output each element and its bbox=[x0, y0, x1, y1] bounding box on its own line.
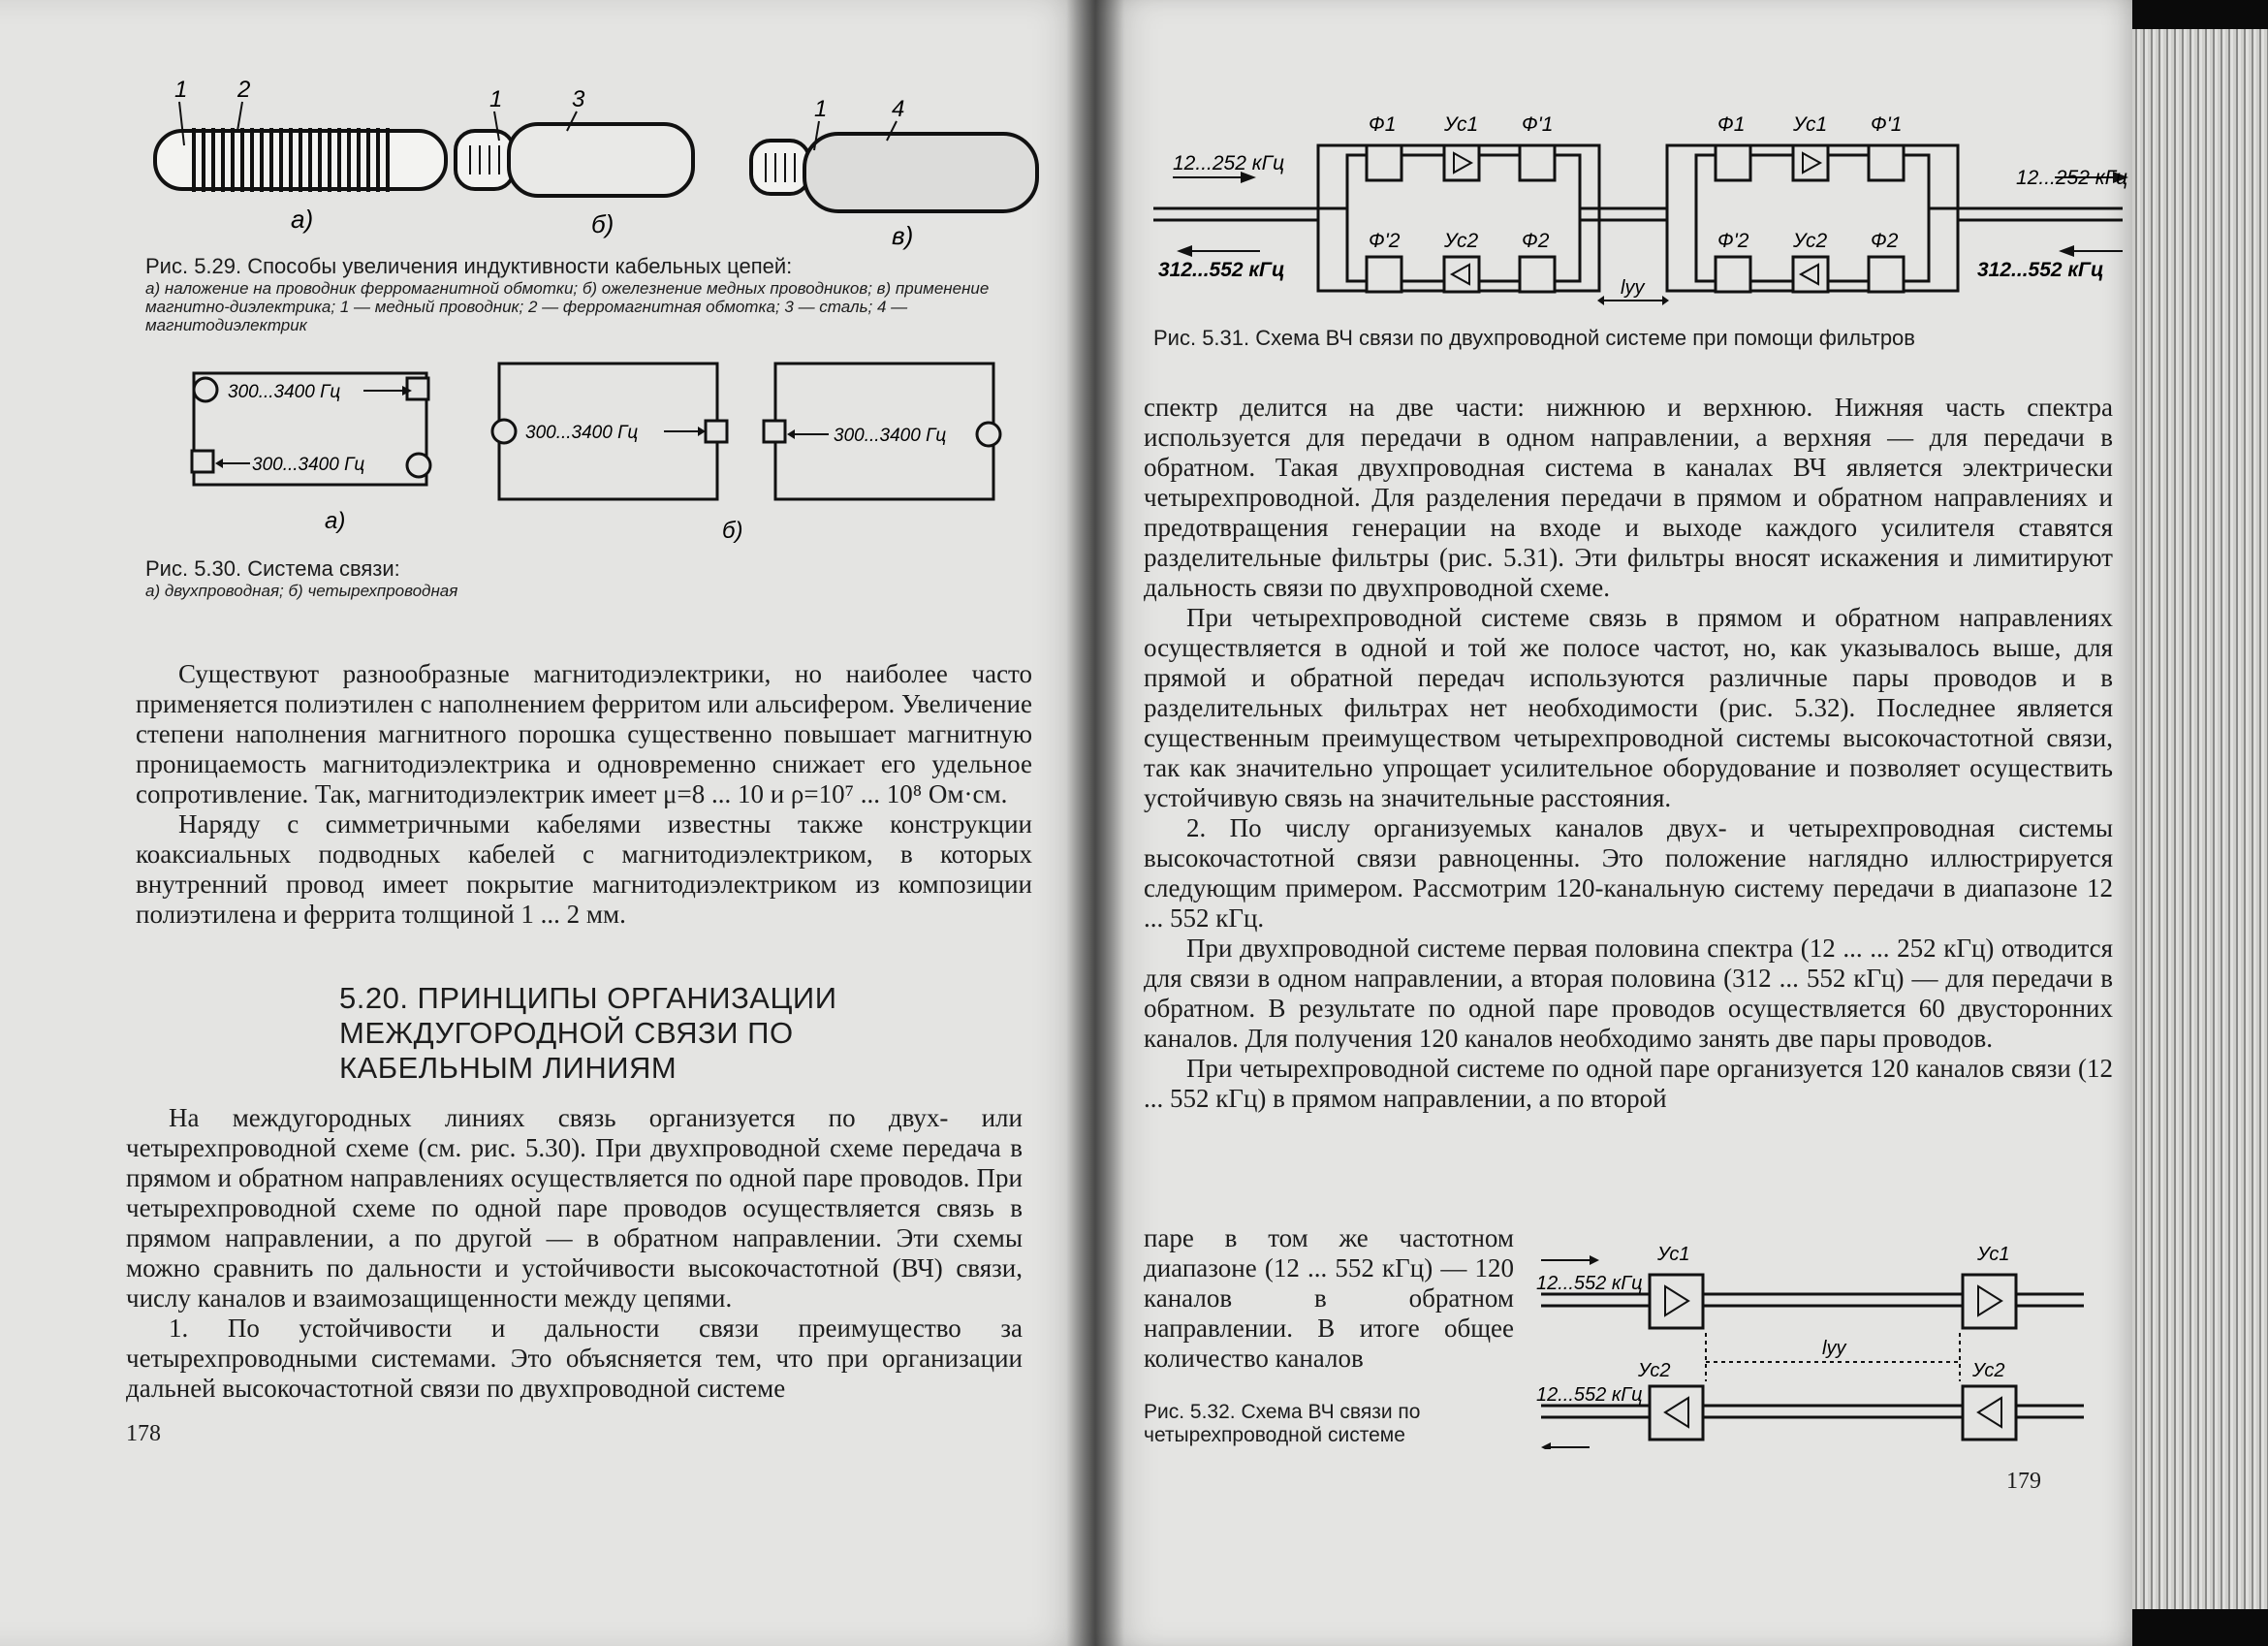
fig531-label-f1-r: Ф1 bbox=[1717, 113, 1746, 136]
fig531-label-f2: Ф2 bbox=[1522, 230, 1550, 252]
fig531-label-us2: Ус2 bbox=[1444, 230, 1479, 252]
right-narrow-text bbox=[1144, 1223, 1514, 1374]
book-gutter bbox=[1066, 0, 1124, 1646]
fig532-us1-right: Ус1 bbox=[1977, 1244, 2010, 1265]
fig529-letter-c: в) bbox=[892, 221, 914, 250]
left-paragraph: На междугородных линиях связь организуется по двух- или четырехпроводной схеме (см. рис. 5.30). При двухпроводной схеме передача в прямом и обратном направлениях осуществляется по одной паре проводов. При четырехпроводной схеме по одной паре проводов осуществляется связь в прямом направлении, а по другой — в обратном направлении. Эти схемы можно сравнить по дальности и устойчивости высокочастотной (ВЧ) связи, числу каналов и взаимозащищенности между цепями. bbox=[126, 1103, 1023, 1313]
fig530-title: Рис. 5.30. Система связи: bbox=[145, 556, 400, 581]
fig530b-freq-left: 300...3400 Гц bbox=[525, 423, 639, 443]
fig531-label-us1-r: Ус1 bbox=[1793, 113, 1828, 136]
fig531-label-f1: Ф1 bbox=[1369, 113, 1397, 136]
left-paragraph: Наряду с симметричными кабелями известны также конструкции коаксиальных подводных кабелей с магнитодиэлектриком, в которых внутренний провод имеет покрытие магнитодиэлектриком из композиции полиэтилена и феррита толщиной 1 ... 2 мм. bbox=[136, 809, 1032, 929]
right-paragraph: При двухпроводной системе первая половина спектра (12 ... ... 252 кГц) отводится для связи в одном направлении, а вторая половина (312 ... 552 кГц) — для передачи в обратном. В результате по одной паре проводов осуществляется 60 двусторонних каналов. Для получения 120 каналов необходимо занять две пары проводов. bbox=[1144, 934, 2113, 1053]
fig530-letter-b: б) bbox=[722, 518, 743, 543]
right-paragraph: При четырехпроводной системе по одной паре организуется 120 каналов связи (12 ... 552 кГц) в прямом направлении, а по второй bbox=[1144, 1054, 2113, 1113]
left-paragraph: 1. По устойчивости и дальности связи преимущество за четырехпроводными системами. Это объясняется тем, что при организации дальней высокочастотной связи по двухпроводной системе bbox=[126, 1314, 1023, 1403]
fig531-label-us2-r: Ус2 bbox=[1793, 230, 1828, 252]
fig532-title: Рис. 5.32. Схема ВЧ связи по четырехпроводной системе bbox=[1144, 1401, 1421, 1446]
fig531-out-bottom: 312...552 кГц bbox=[1977, 259, 2104, 281]
fig529-label-2: 2 bbox=[237, 78, 251, 103]
right-text-block bbox=[1144, 393, 2113, 1114]
fig530-desc: а) двухпроводная; б) четырехпроводная bbox=[145, 582, 458, 600]
fig531-luu: lуу bbox=[1621, 277, 1645, 299]
right-paragraph: При четырехпроводной системе связь в прямом и обратном направлениях осуществляется в одной и той же полосе частот, но, как указывалось выше, для прямой и обратной передач используются различные пары проводов и в разделительных фильтрах нет необходимости (рис. 5.32). Последнее является существенным преимуществом четырехпроводной системы высокочастотной связи, так как значительно упрощает усилительное оборудование и позволяет осуществить устойчивую связь на значительные расстояния. bbox=[1144, 603, 2113, 812]
left-page bbox=[0, 0, 1095, 1646]
fig529-label-4: 4 bbox=[892, 96, 905, 122]
fig532-us2-left: Ус2 bbox=[1638, 1360, 1671, 1381]
fig531-label-f1p: Ф'1 bbox=[1522, 113, 1554, 136]
right-paragraph: 2. По числу организуемых каналов двух- и четырехпроводная системы высокочастотной связи равноценны. Это положение наглядно иллюстрируется следующим примером. Рассмотрим 120-канальную систему передачи в диапазоне 12 ... 552 кГц. bbox=[1144, 813, 2113, 933]
fig532-us2-right: Ус2 bbox=[1972, 1360, 2005, 1381]
section-heading bbox=[339, 981, 921, 1086]
fig531-label-f2p-r: Ф'2 bbox=[1717, 230, 1749, 252]
left-text-block-1 bbox=[136, 659, 1032, 930]
fig529-letter-b: б) bbox=[591, 209, 614, 238]
fig531-label-us1: Ус1 bbox=[1444, 113, 1479, 136]
fig529-label-1a: 1 bbox=[174, 78, 188, 103]
heading-line: КАБЕЛЬНЫМ ЛИНИЯМ bbox=[339, 1051, 677, 1085]
fig531-label-f2p: Ф'2 bbox=[1369, 230, 1401, 252]
fig531-in-top: 12...252 кГц bbox=[1173, 152, 1285, 174]
fig532-us1-left: Ус1 bbox=[1657, 1244, 1690, 1265]
fig531-drawing bbox=[1153, 102, 2132, 320]
fig532-freq-bottom: 12...552 кГц bbox=[1536, 1384, 1643, 1406]
fig529-label-3: 3 bbox=[572, 86, 585, 112]
page-edges bbox=[2132, 29, 2268, 1609]
page-number-right: 179 bbox=[2006, 1469, 2041, 1494]
left-text-block-2 bbox=[126, 1103, 1023, 1404]
fig530-drawing bbox=[174, 349, 1008, 543]
fig532-drawing bbox=[1522, 1226, 2094, 1449]
heading-line: МЕЖДУГОРОДНОЙ СВЯЗИ ПО bbox=[339, 1016, 794, 1050]
fig530a-freq-top: 300...3400 Гц bbox=[228, 382, 341, 402]
fig530-letter-a: а) bbox=[325, 508, 346, 534]
fig530b-freq-right: 300...3400 Гц bbox=[834, 426, 947, 446]
fig531-out-top: 12...252 кГц bbox=[2016, 167, 2128, 189]
fig529-label-1c: 1 bbox=[814, 96, 828, 122]
right-paragraph: паре в том же частотном диапазоне (12 ... 552 кГц) — 120 каналов в обратном направлении. В итоге общее количество каналов bbox=[1144, 1223, 1514, 1373]
fig531-in-bottom: 312...552 кГц bbox=[1158, 259, 1285, 281]
right-paragraph: спектр делится на две части: нижнюю и верхнюю. Нижняя часть спектра используется для передачи в одном направлении, а верхняя — для передачи в обратном. Такая двухпроводная система в каналах ВЧ является электрически четырехпроводной. Для разделения передачи в прямом и обратном направлениях и предотвращения генерации на входе и выходе каждого усилителя ставятся разделительные фильтры (рис. 5.31). Эти фильтры вносят искажения и лимитируют дальность связи по двухпроводной схеме. bbox=[1144, 393, 2113, 602]
page-number-left: 178 bbox=[126, 1421, 161, 1446]
fig532-freq-top: 12...552 кГц bbox=[1536, 1273, 1643, 1294]
fig531-label-f2-r: Ф2 bbox=[1871, 230, 1899, 252]
left-paragraph: Существуют разнообразные магнитодиэлектрики, но наиболее часто применяется полиэтилен с наполнением ферритом или альсифером. Увеличение степени наполнения магнитного порошка существенно повышает магнитную проницаемость магнитодиэлектрика и одновременно снижает его удельное сопротивление. Так, магнитодиэлектрик имеет μ=8 ... 10 и ρ=10⁷ ... 10⁸ Ом·см. bbox=[136, 659, 1032, 808]
fig529-title: Рис. 5.29. Способы увеличения индуктивности кабельных цепей: bbox=[145, 254, 793, 278]
right-page bbox=[1095, 0, 2132, 1646]
fig529-desc: а) наложение на проводник ферромагнитной обмотки; б) ожелезнение медных проводников; в) применение магнитно-диэлектрика; 1 — медный проводник; 2 — ферромагнитная обмотка; 3 — сталь; 4 — магнитодиэлектрик bbox=[145, 279, 990, 334]
heading-line: 5.20. ПРИНЦИПЫ ОРГАНИЗАЦИИ bbox=[339, 981, 837, 1015]
fig529-cables-drawing bbox=[145, 78, 1076, 252]
fig529-label-1b: 1 bbox=[489, 86, 503, 112]
fig529-caption bbox=[145, 254, 1047, 334]
fig529-letter-a: а) bbox=[291, 205, 314, 234]
fig531-label-f1p-r: Ф'1 bbox=[1871, 113, 1903, 136]
fig532-luu: lуу bbox=[1822, 1338, 1846, 1359]
fig530a-freq-bottom: 300...3400 Гц bbox=[252, 455, 365, 475]
fig530-caption bbox=[145, 556, 727, 600]
fig531-title: Рис. 5.31. Схема ВЧ связи по двухпроводной системе при помощи фильтров bbox=[1153, 326, 1915, 350]
